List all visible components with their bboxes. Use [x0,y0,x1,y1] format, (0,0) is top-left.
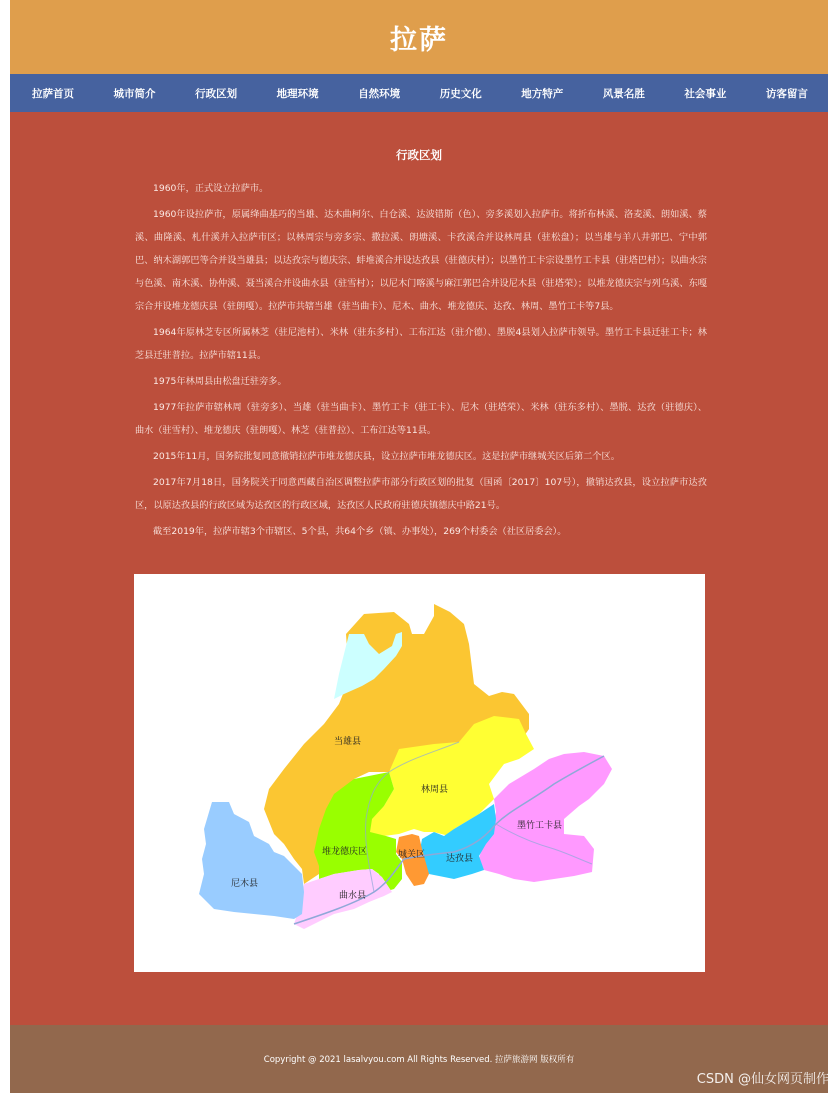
site-header [10,0,828,74]
map-label-doilungdeqen: 堆龙德庆区 [322,847,368,857]
article-body [135,177,707,546]
map-label-dangxiong: 当雄县 [334,737,362,747]
paragraph: 1964年原林芝专区所属林芝（驻尼池村）、米林（驻东多村）、工布江达（驻介德）、墨脱4县划入拉萨市领导。墨竹工卡县迁驻工卡；林芝县迁驻普拉。拉萨市辖11县。 [135,327,707,361]
paragraph: 1975年林周县由松盘迁驻旁多。 [153,376,287,387]
map-label-maizhokunggar: 墨竹工卡县 [517,821,563,831]
region-maizhokunggar [479,752,612,882]
map-label-chengguan: 城关区 [398,850,426,860]
page-container [10,0,828,1093]
site-title: 拉萨 [390,24,448,56]
main-content [10,112,828,1025]
map-label-dazi: 达孜县 [446,854,474,864]
paragraph: 2015年11月，国务院批复同意撤销拉萨市堆龙德庆县，设立拉萨市堆龙德庆区。这是拉萨市继城关区后第二个区。 [153,451,620,462]
nav-guestbook[interactable]: 访客留言 [765,87,808,100]
map-label-nyemo: 尼木县 [231,879,259,889]
copyright-text: Copyright @ 2021 lasalvyou.com All Rights Reserved. 拉萨旅游网 版权所有 [263,1055,575,1065]
paragraph: 1960年设拉萨市，原属绛曲基巧的当雄、达木曲柯尔、白仓溪、达波错斯（色）、旁多溪划入拉萨市。将折布林溪、洛麦溪、朗如溪、蔡溪、曲隆溪、札什溪并入拉萨市区；以林周宗与旁多宗、撒拉溪、朗塘溪、卡孜溪合并设林周县（驻松盘）；以当雄与羊八井郭巴、宁中郭巴、纳木湖郭巴等合并设当雄县；以达孜宗与德庆宗、蚌堆溪合并设达孜县（驻德庆村）；以墨竹工卡宗设墨竹工卡县（驻塔巴村）；以曲水宗与色溪、南木溪、协仲溪、聂当溪合并设曲水县（驻雪村）；以尼木门喀溪与麻江郭巴合并设尼木县（驻塔荣）；以堆龙德庆宗与列乌溪、东嘎宗合并设堆龙德庆县（驻朗嘎）。拉萨市共辖当雄（驻当曲卡）、尼木、曲水、堆龙德庆、达孜、林周、墨竹工卡等7县。 [135,209,707,312]
paragraph: 截至2019年，拉萨市辖3个市辖区、5个县，共64个乡（镇、办事处），269个村委会（社区居委会）。 [153,526,567,537]
csdn-watermark: CSDN @仙女网页制作 [696,1072,829,1087]
paragraph: 1960年，正式设立拉萨市。 [153,183,269,194]
map-label-qushui: 曲水县 [339,891,367,901]
lhasa-district-map [134,574,705,972]
nav-home[interactable]: 拉萨首页 [32,87,74,100]
nav-geography[interactable]: 地理环境 [276,87,319,100]
map-label-linzhou: 林周县 [421,785,449,795]
nav-city-intro[interactable]: 城市简介 [113,87,156,100]
section-heading: 行政区划 [396,148,442,162]
paragraph: 1977年拉萨市辖林周（驻旁多）、当雄（驻当曲卡）、墨竹工卡（驻工卡）、尼木（驻塔荣）、米林（驻东多村）、墨脱、达孜（驻德庆）、曲水（驻雪村）、堆龙德庆（驻朗嘎）、林芝（驻普拉）、工布江达等11县。 [135,402,707,436]
map-svg [134,574,705,972]
paragraph: 2017年7月18日，国务院关于同意西藏自治区调整拉萨市部分行政区划的批复（国函〔2017〕107号），撤销达孜县，设立拉萨市达孜区，以原达孜县的行政区域为达孜区的行政区域，达孜区人民政府驻德庆镇德庆中路21号。 [135,477,707,511]
main-nav [10,74,828,112]
nav-history-culture[interactable]: 历史文化 [439,87,482,100]
nav-scenic-spots[interactable]: 风景名胜 [602,87,645,100]
nav-social-affairs[interactable]: 社会事业 [684,87,727,100]
nav-nature[interactable]: 自然环境 [358,87,401,100]
nav-admin-division[interactable]: 行政区划 [195,87,238,100]
nav-local-products[interactable]: 地方特产 [521,87,564,100]
